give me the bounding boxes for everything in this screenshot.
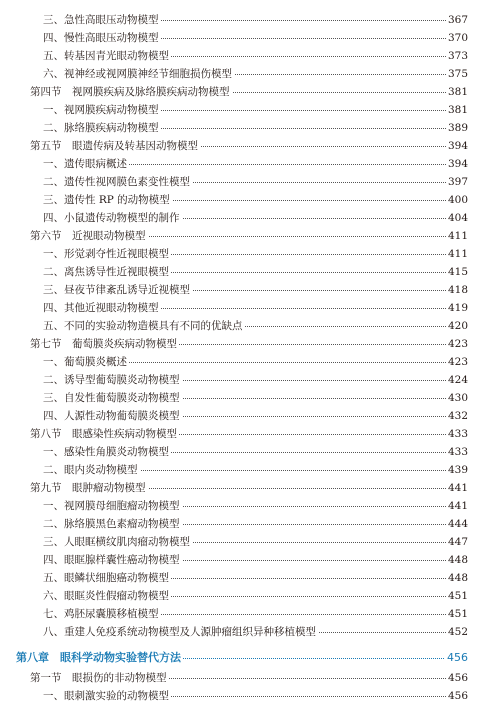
- toc-entry-item[interactable]: [0, 551, 500, 569]
- toc-entry-page-number: 370: [446, 29, 468, 47]
- toc-entry-item[interactable]: [0, 623, 500, 641]
- toc-entry-title: 第五节 眼遗传病及转基因动物模型: [30, 137, 200, 155]
- toc-entry-page-number: 389: [446, 119, 468, 137]
- toc-entry-page-number: 423: [446, 335, 468, 353]
- toc-entry-item[interactable]: [0, 65, 500, 83]
- toc-entry-title: 一、视网膜疾病动物模型: [43, 101, 161, 119]
- toc-entry-page-number: 420: [446, 317, 468, 335]
- toc-entry-page-number: 411: [446, 227, 468, 245]
- toc-entry-page-number: 415: [446, 263, 468, 281]
- toc-entry-section[interactable]: [0, 425, 500, 443]
- toc-entry-title: 一、遗传眼病概述: [43, 155, 129, 173]
- toc-entry-item[interactable]: [0, 569, 500, 587]
- toc-entry-page-number: 439: [446, 461, 468, 479]
- toc-entry-item[interactable]: [0, 497, 500, 515]
- toc-entry-item[interactable]: [0, 155, 500, 173]
- toc-entry-title: 第八节 眼感染性疾病动物模型: [30, 425, 179, 443]
- toc-entry-page-number: 430: [446, 389, 468, 407]
- toc-entry-title: 五、转基因青光眼动物模型: [43, 47, 171, 65]
- toc-entry-title: 二、离焦诱导性近视眼模型: [43, 263, 171, 281]
- toc-entry-page-number: 448: [446, 569, 468, 587]
- toc-entry-title: 七、鸡胚尿囊膜移植模型: [43, 605, 161, 623]
- toc-entry-title: 一、视网膜母细胞瘤动物模型: [43, 497, 182, 515]
- toc-entry-page-number: 432: [446, 407, 468, 425]
- toc-entry-title: 四、小鼠遗传动物模型的制作: [43, 209, 182, 227]
- toc-entry-page-number: 375: [446, 65, 468, 83]
- toc-entry-page-number: 441: [446, 497, 468, 515]
- toc-entry-section[interactable]: [0, 137, 500, 155]
- toc-entry-item[interactable]: [0, 263, 500, 281]
- toc-entry-title: 第六节 近视眼动物模型: [30, 227, 148, 245]
- toc-entry-page-number: 456: [446, 687, 468, 705]
- toc-entry-page-number: 452: [446, 623, 468, 641]
- toc-entry-title: 一、葡萄膜炎概述: [43, 353, 129, 371]
- toc-entry-item[interactable]: [0, 515, 500, 533]
- toc-entry-item[interactable]: [0, 101, 500, 119]
- toc-entry-title: 二、脉络膜黑色素瘤动物模型: [43, 515, 182, 533]
- toc-entry-page-number: 411: [446, 245, 468, 263]
- toc-entry-page-number: 404: [446, 209, 468, 227]
- toc-entry-section[interactable]: [0, 83, 500, 101]
- toc-entry-title: 四、其他近视眼动物模型: [43, 299, 161, 317]
- toc-entry-page-number: 381: [446, 83, 468, 101]
- toc-entry-page-number: 394: [446, 137, 468, 155]
- toc-entry-title: 三、急性高眼压动物模型: [43, 11, 161, 29]
- toc-entry-item[interactable]: [0, 461, 500, 479]
- toc-entry-title: 四、人源性动物葡萄膜炎模型: [43, 407, 182, 425]
- toc-entry-section[interactable]: [0, 669, 500, 687]
- toc-entry-title: 三、遗传性 RP 的动物模型: [43, 191, 172, 209]
- toc-entry-page-number: 367: [446, 11, 468, 29]
- toc-entry-item[interactable]: [0, 605, 500, 623]
- toc-entry-item[interactable]: [0, 191, 500, 209]
- toc-entry-item[interactable]: [0, 281, 500, 299]
- toc-entry-title: 二、眼内炎动物模型: [43, 461, 140, 479]
- toc-entry-title: 八、重建人免疫系统动物模型及人源肿瘤组织异种移植模型: [43, 623, 318, 641]
- toc-entry-title: 六、眼眶炎性假瘤动物模型: [43, 587, 171, 605]
- toc-entry-item[interactable]: [0, 317, 500, 335]
- toc-entry-page-number: 451: [446, 587, 468, 605]
- toc-entry-item[interactable]: [0, 119, 500, 137]
- toc-entry-item[interactable]: [0, 587, 500, 605]
- toc-entry-page-number: 373: [446, 47, 468, 65]
- toc-entry-page-number: 456: [446, 669, 468, 687]
- toc-entry-page-number: 423: [446, 353, 468, 371]
- toc-entry-page-number: 419: [446, 299, 468, 317]
- toc-entry-title: 二、脉络膜疾病动物模型: [43, 119, 161, 137]
- table-of-contents: [0, 11, 500, 705]
- toc-entry-item[interactable]: [0, 47, 500, 65]
- toc-entry-title: 第八章 眼科学动物实验替代方法: [16, 647, 183, 669]
- toc-entry-title: 第九节 眼肿瘤动物模型: [30, 479, 148, 497]
- toc-entry-section[interactable]: [0, 479, 500, 497]
- toc-entry-page-number: 447: [446, 533, 468, 551]
- toc-entry-page-number: 444: [446, 515, 468, 533]
- toc-entry-title: 第七节 葡萄膜炎疾病动物模型: [30, 335, 179, 353]
- toc-entry-section[interactable]: [0, 227, 500, 245]
- toc-entry-item[interactable]: [0, 245, 500, 263]
- toc-entry-item[interactable]: [0, 371, 500, 389]
- toc-entry-page-number: 424: [446, 371, 468, 389]
- toc-entry-chapter[interactable]: [0, 647, 500, 669]
- toc-entry-item[interactable]: [0, 173, 500, 191]
- toc-entry-page-number: 394: [446, 155, 468, 173]
- toc-entry-page-number: 381: [446, 101, 468, 119]
- toc-entry-page-number: 400: [446, 191, 468, 209]
- toc-entry-item[interactable]: [0, 687, 500, 705]
- toc-entry-item[interactable]: [0, 443, 500, 461]
- toc-entry-title: 一、感染性角膜炎动物模型: [43, 443, 171, 461]
- toc-entry-title: 第四节 视网膜疾病及脉络膜疾病动物模型: [30, 83, 232, 101]
- toc-entry-title: 六、视神经或视网膜神经节细胞损伤模型: [43, 65, 234, 83]
- toc-entry-title: 一、形觉剥夺性近视眼模型: [43, 245, 171, 263]
- toc-entry-title: 四、眼眶腺样囊性癌动物模型: [43, 551, 182, 569]
- toc-entry-item[interactable]: [0, 299, 500, 317]
- toc-entry-title: 四、慢性高眼压动物模型: [43, 29, 161, 47]
- toc-entry-title: 二、遗传性视网膜色素变性模型: [43, 173, 192, 191]
- toc-entry-page-number: 448: [446, 551, 468, 569]
- toc-entry-item[interactable]: [0, 209, 500, 227]
- toc-entry-item[interactable]: [0, 29, 500, 47]
- toc-entry-page-number: 456: [445, 647, 468, 669]
- toc-entry-page-number: 433: [446, 443, 468, 461]
- toc-entry-page-number: 441: [446, 479, 468, 497]
- toc-entry-title: 三、昼夜节律紊乱诱导近视模型: [43, 281, 192, 299]
- toc-entry-title: 一、眼刺激实验的动物模型: [43, 687, 171, 705]
- toc-entry-item[interactable]: [0, 533, 500, 551]
- toc-entry-page-number: 418: [446, 281, 468, 299]
- toc-entry-page-number: 397: [446, 173, 468, 191]
- toc-entry-title: 三、人眼眶横纹肌肉瘤动物模型: [43, 533, 192, 551]
- toc-entry-page-number: 451: [446, 605, 468, 623]
- toc-entry-page-number: 433: [446, 425, 468, 443]
- toc-entry-title: 五、眼鳞状细胞癌动物模型: [43, 569, 171, 587]
- toc-entry-item[interactable]: [0, 407, 500, 425]
- toc-entry-item[interactable]: [0, 11, 500, 29]
- toc-entry-title: 五、不同的实验动物造模具有不同的优缺点: [43, 317, 245, 335]
- toc-entry-item[interactable]: [0, 353, 500, 371]
- toc-entry-item[interactable]: [0, 389, 500, 407]
- toc-entry-title: 三、自发性葡萄膜炎动物模型: [43, 389, 182, 407]
- toc-entry-title: 第一节 眼损伤的非动物模型: [30, 669, 169, 687]
- toc-entry-title: 二、诱导型葡萄膜炎动物模型: [43, 371, 182, 389]
- toc-entry-section[interactable]: [0, 335, 500, 353]
